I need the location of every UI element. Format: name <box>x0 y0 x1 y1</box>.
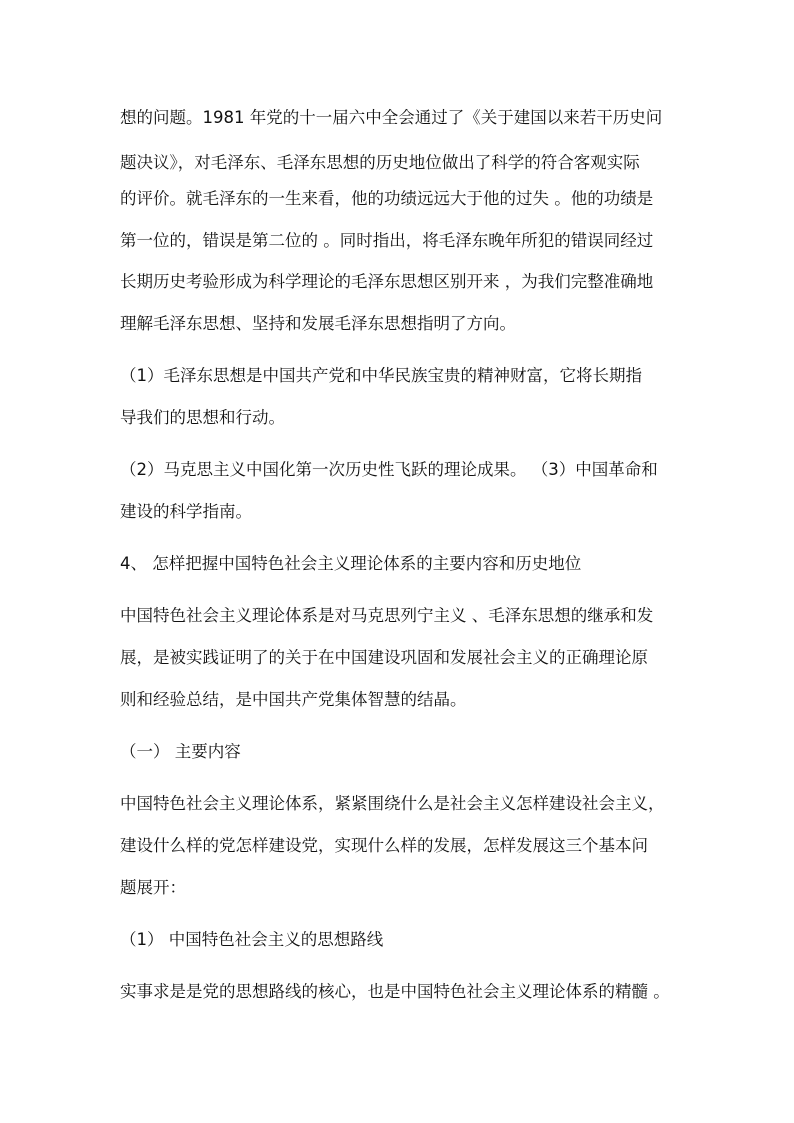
text-line: 想的问题。1981 年党的十一届六中全会通过了《关于建国以来若干历史问 <box>120 108 663 127</box>
text-line: 建设什么样的党怎样建设党，实现什么样的发展，怎样发展这三个基本问 <box>120 836 648 855</box>
text-line: 理解毛泽东思想、坚持和发展毛泽东思想指明了方向。 <box>120 314 516 333</box>
subsection-heading: （1） 中国特色社会主义的思想路线 <box>120 930 384 949</box>
text-line: 第一位的，错误是第二位的 。同时指出，将毛泽东晚年所犯的错误同经过 <box>120 231 654 250</box>
text-line: （1）毛泽东思想是中国共产党和中华民族宝贵的精神财富，它将长期指 <box>120 366 642 385</box>
text-line: 的评价。就毛泽东的一生来看，他的功绩远远大于他的过失 。他的功绩是 <box>120 189 654 208</box>
subsection-heading: （一） 主要内容 <box>120 742 241 761</box>
text-line: 中国特色社会主义理论体系是对马克思列宁主义 、毛泽东思想的继承和发 <box>120 606 654 625</box>
text-line: 实事求是是党的思想路线的核心，也是中国特色社会主义理论体系的精髓 。 <box>120 982 670 1001</box>
text-line: 建设的科学指南。 <box>120 502 252 521</box>
text-line: 导我们的思想和行动。 <box>120 408 285 427</box>
text-line: （2）马克思主义中国化第一次历史性飞跃的理论成果。 （3）中国革命和 <box>120 460 658 479</box>
text-line: 展，是被实践证明了的关于在中国建设巩固和发展社会主义的正确理论原 <box>120 648 648 667</box>
text-line: 题展开： <box>120 878 186 897</box>
text-line: 长期历史考验形成为科学理论的毛泽东思想区别开来 ，为我们完整准确地 <box>120 272 654 291</box>
section-heading: 4、 怎样把握中国特色社会主义理论体系的主要内容和历史地位 <box>120 554 582 573</box>
text-line: 中国特色社会主义理论体系，紧紧围绕什么是社会主义怎样建设社会主义， <box>120 794 665 813</box>
text-line: 则和经验总结，是中国共产党集体智慧的结晶。 <box>120 690 467 709</box>
text-line: 题决议》，对毛泽东、毛泽东思想的历史地位做出了科学的符合客观实际 <box>120 153 640 172</box>
